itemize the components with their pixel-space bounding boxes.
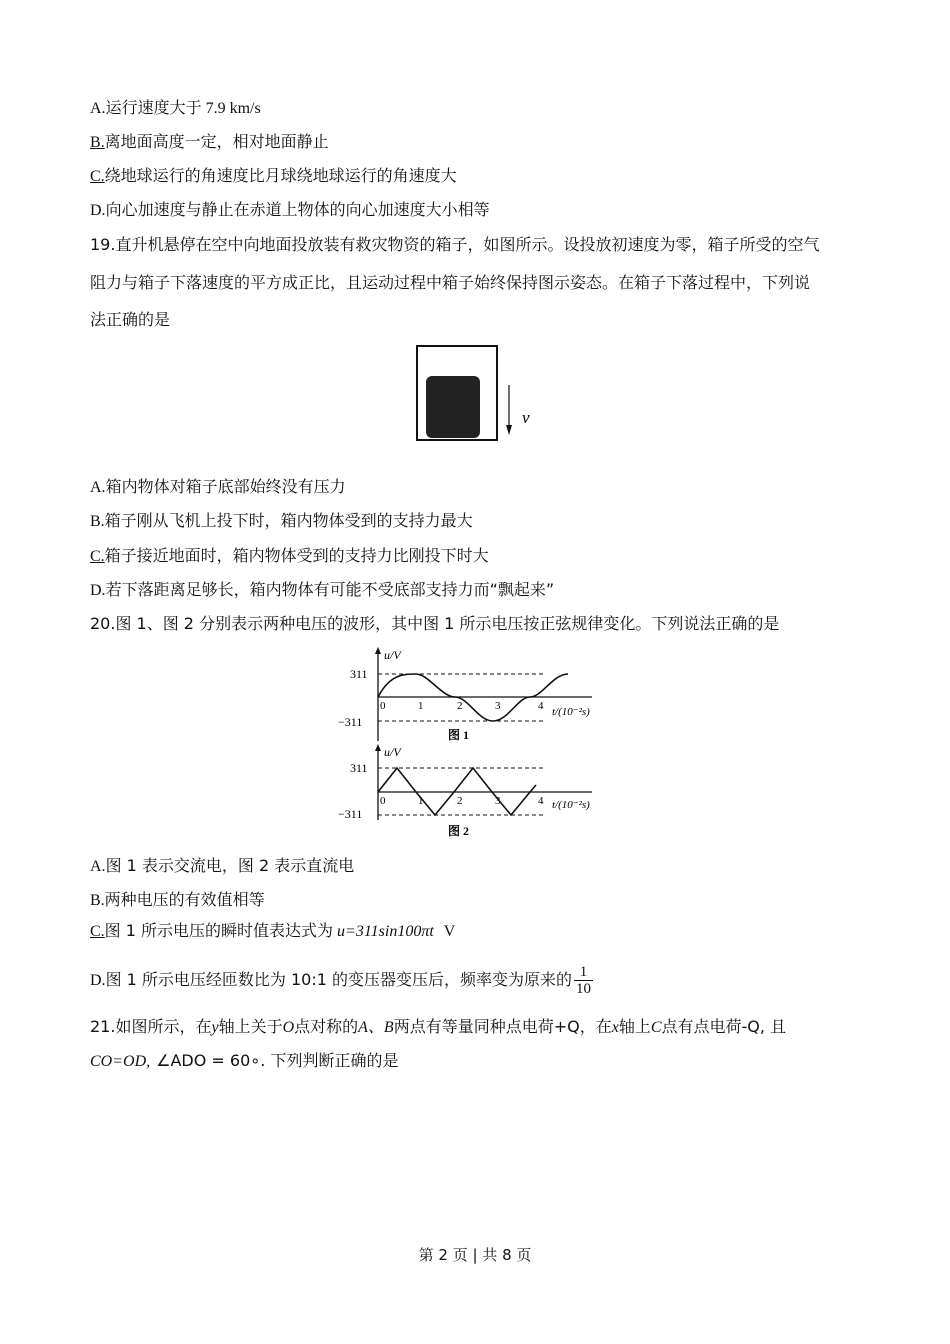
- option-text: 箱子刚从飞机上投下时，箱内物体受到的支持力最大: [104, 511, 473, 530]
- tick-2: 2: [457, 795, 463, 807]
- y-var: y: [211, 1019, 219, 1036]
- o-var: O: [282, 1019, 295, 1036]
- q19-option-c: [90, 545, 489, 568]
- formula: u=311sin100πt: [337, 923, 434, 940]
- option-letter: B.: [90, 892, 105, 909]
- text: 点对称的: [294, 1017, 359, 1036]
- option-letter: C.: [90, 548, 105, 565]
- option-letter: D.: [90, 202, 106, 219]
- ymin-label: −311: [338, 715, 363, 729]
- tick-1: 1: [418, 700, 424, 712]
- figure-caption: 图 2: [448, 824, 470, 838]
- text: 点有点电荷-Q, 且: [661, 1017, 787, 1036]
- option-text: 图 1 所示电压经匝数比为 10:1 的变压器变压后，频率变为原来的: [105, 970, 573, 989]
- q20-option-a: [90, 855, 354, 878]
- option-letter: A.: [90, 100, 106, 117]
- option-letter: C.: [90, 923, 105, 940]
- option-letter: D.: [90, 582, 106, 599]
- q18-option-d: [90, 199, 490, 222]
- q19-option-d: [90, 579, 554, 602]
- fraction-numerator: 1: [574, 964, 593, 981]
- unit: V: [443, 923, 456, 940]
- option-letter: C.: [90, 168, 105, 185]
- waveform-figure-1: [330, 645, 630, 745]
- tick-1: 1: [418, 795, 424, 807]
- q18-option-b: [90, 131, 329, 154]
- option-letter: A.: [90, 858, 106, 875]
- speed-value: 7.9 km/s: [205, 100, 261, 117]
- velocity-label: v: [522, 408, 530, 427]
- text: 轴上关于: [218, 1017, 283, 1036]
- option-text: 箱子接近地面时，箱内物体受到的支持力比刚投下时大: [104, 546, 489, 565]
- option-letter: B.: [90, 513, 105, 530]
- cargo-block: [426, 376, 480, 438]
- text: 21.如图所示，在: [90, 1017, 212, 1036]
- q20-stem: 20.图 1、图 2 分别表示两种电压的波形，其中图 1 所示电压按正弦规律变化。下列说法正确的是: [90, 614, 780, 633]
- option-text: 图 1 所示电压的瞬时值表达式为: [104, 921, 334, 940]
- q19-stem-line-2: 阻力与箱子下落速度的平方成正比，且运动过程中箱子始终保持图示姿态。在箱子下落过程中，下列说: [90, 273, 811, 292]
- ab-var: A、B: [358, 1019, 394, 1036]
- y-axis-arrow-icon: [375, 647, 381, 654]
- option-text: 离地面高度一定，相对地面静止: [104, 132, 329, 151]
- ymin-label: −311: [338, 807, 363, 821]
- q19-stem-line-3: 法正确的是: [90, 310, 171, 329]
- tick-0: 0: [380, 700, 386, 712]
- text: 轴上: [618, 1017, 651, 1036]
- x-var: x: [611, 1019, 619, 1036]
- option-text: 图 1 表示交流电，图 2 表示直流电: [105, 856, 355, 875]
- option-letter: A.: [90, 479, 106, 496]
- falling-box-figure: [410, 343, 550, 443]
- ymax-label: 311: [350, 761, 368, 775]
- q18-option-c: [90, 165, 457, 188]
- text: ∠ADO = 60∘. 下列判断正确的是: [156, 1051, 399, 1070]
- q18-option-a: [90, 97, 261, 120]
- q19-option-b: [90, 510, 473, 533]
- equation: CO=OD,: [90, 1053, 151, 1070]
- q19-stem-line-1: 19.直升机悬停在空中向地面投放装有救灾物资的箱子，如图所示。设投放初速度为零，箱子所受的空气: [90, 235, 820, 254]
- option-text: 两种电压的有效值相等: [104, 890, 265, 909]
- option-text: 绕地球运行的角速度比月球绕地球运行的角速度大: [104, 166, 457, 185]
- tick-2: 2: [457, 700, 463, 712]
- text: 两点有等量同种点电荷+Q，在: [393, 1017, 612, 1036]
- y-axis-label: u/V: [384, 648, 401, 662]
- q19-option-a: [90, 476, 346, 499]
- q20-option-c: [90, 920, 455, 943]
- waveform-figure-2: [330, 742, 630, 842]
- tick-3: 3: [495, 700, 501, 712]
- option-text: 箱内物体对箱子底部始终没有压力: [105, 477, 346, 496]
- option-text: 运行速度大于: [105, 98, 202, 117]
- q20-option-b: [90, 889, 265, 912]
- tick-4: 4: [538, 795, 544, 807]
- y-axis-label: u/V: [384, 745, 401, 759]
- x-axis-label: t/(10⁻²s): [552, 706, 590, 718]
- y-axis-arrow-icon: [375, 744, 381, 751]
- tick-3: 3: [495, 795, 501, 807]
- q20-option-d: [90, 962, 593, 999]
- fraction: [574, 964, 593, 997]
- tick-4: 4: [538, 700, 544, 712]
- page-footer: 第 2 页 | 共 8 页: [418, 1246, 532, 1264]
- ymax-label: 311: [350, 667, 368, 681]
- q21-stem-line-1: [90, 1016, 786, 1039]
- tick-0: 0: [380, 795, 386, 807]
- option-text: 若下落距离足够长，箱内物体有可能不受底部支持力而“飘起来”: [105, 580, 555, 599]
- arrow-head-icon: [506, 425, 512, 435]
- option-letter: B.: [90, 134, 105, 151]
- option-text: 向心加速度与静止在赤道上物体的向心加速度大小相等: [105, 200, 490, 219]
- x-axis-label: t/(10⁻²s): [552, 799, 590, 811]
- q21-stem-line-2: [90, 1050, 398, 1073]
- figure-caption: 图 1: [448, 728, 470, 742]
- c-var: C: [650, 1019, 662, 1036]
- option-letter: D.: [90, 972, 106, 989]
- fraction-denominator: 10: [576, 981, 592, 997]
